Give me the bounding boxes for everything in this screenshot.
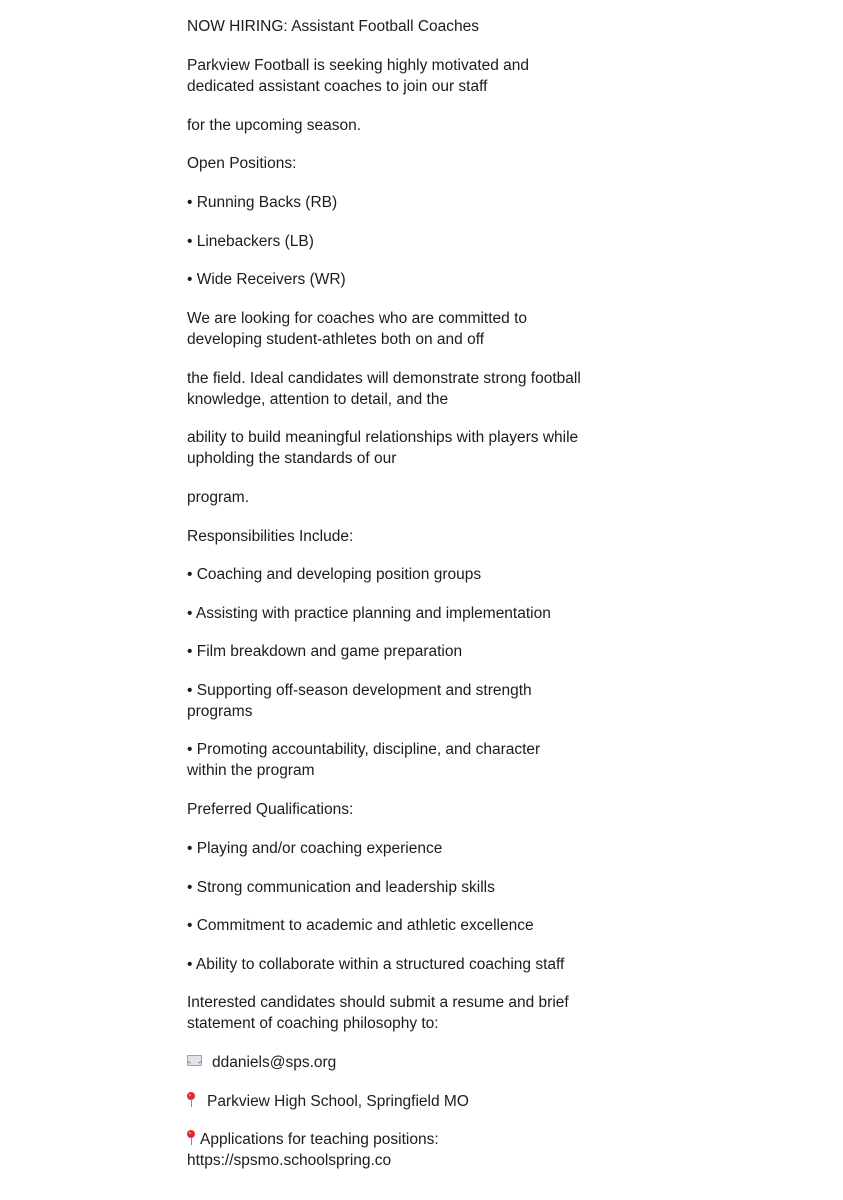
position-item: • Linebackers (LB) bbox=[187, 233, 314, 250]
submit-instructions-line: statement of coaching philosophy to: bbox=[187, 1015, 439, 1032]
qualification-item: • Strong communication and leadership skills bbox=[187, 879, 495, 896]
position-item: • Wide Receivers (WR) bbox=[187, 271, 346, 288]
post-title: NOW HIRING: Assistant Football Coaches bbox=[187, 18, 480, 35]
description-text-line: program. bbox=[187, 489, 250, 506]
description-text-line: We are looking for coaches who are committed to bbox=[187, 310, 528, 327]
position-item: • Running Backs (RB) bbox=[187, 194, 338, 211]
description-text-line: the field. Ideal candidates will demonstrate strong football bbox=[187, 370, 581, 387]
description-text-line: ability to build meaningful relationships with players while bbox=[187, 429, 579, 446]
qualification-item: • Ability to collaborate within a structured coaching staff bbox=[187, 956, 565, 973]
description-text-line: developing student-athletes both on and off bbox=[187, 331, 485, 348]
round-pushpin-icon bbox=[187, 1130, 196, 1145]
responsibility-item: • Promoting accountability, discipline, and character bbox=[187, 741, 541, 758]
description-text-line: upholding the standards of our bbox=[187, 450, 397, 467]
applications-row bbox=[187, 1129, 627, 1150]
open-positions-heading: Open Positions: bbox=[187, 155, 297, 172]
intro-text-line: for the upcoming season. bbox=[187, 117, 362, 134]
responsibility-item: • Film breakdown and game preparation bbox=[187, 643, 463, 660]
intro-text-line: Parkview Football is seeking highly motivated and bbox=[187, 57, 530, 74]
responsibility-item: • Coaching and developing position groups bbox=[187, 566, 482, 583]
description-text-line: knowledge, attention to detail, and the bbox=[187, 391, 449, 408]
responsibility-item-continuation: within the program bbox=[187, 762, 315, 779]
applications-link[interactable]: https://spsmo.schoolspring.co bbox=[187, 1152, 392, 1169]
responsibility-item-continuation: programs bbox=[187, 703, 253, 720]
responsibility-item: • Assisting with practice planning and implementation bbox=[187, 605, 551, 622]
submit-instructions-line: Interested candidates should submit a resume and brief bbox=[187, 994, 569, 1011]
applications-label: Applications for teaching positions: bbox=[200, 1131, 439, 1148]
responsibilities-heading: Responsibilities Include: bbox=[187, 528, 354, 545]
envelope-icon bbox=[187, 1055, 202, 1066]
contact-email[interactable]: ddaniels@sps.org bbox=[212, 1054, 337, 1071]
contact-location: Parkview High School, Springfield MO bbox=[207, 1093, 469, 1110]
qualification-item: • Commitment to academic and athletic excellence bbox=[187, 917, 534, 934]
responsibility-item: • Supporting off-season development and strength bbox=[187, 682, 532, 699]
intro-text-line: dedicated assistant coaches to join our staff bbox=[187, 78, 488, 95]
qualification-item: • Playing and/or coaching experience bbox=[187, 840, 443, 857]
contact-location-row bbox=[187, 1091, 627, 1112]
qualifications-heading: Preferred Qualifications: bbox=[187, 801, 354, 818]
contact-email-row bbox=[187, 1052, 627, 1073]
round-pushpin-icon bbox=[187, 1092, 196, 1107]
